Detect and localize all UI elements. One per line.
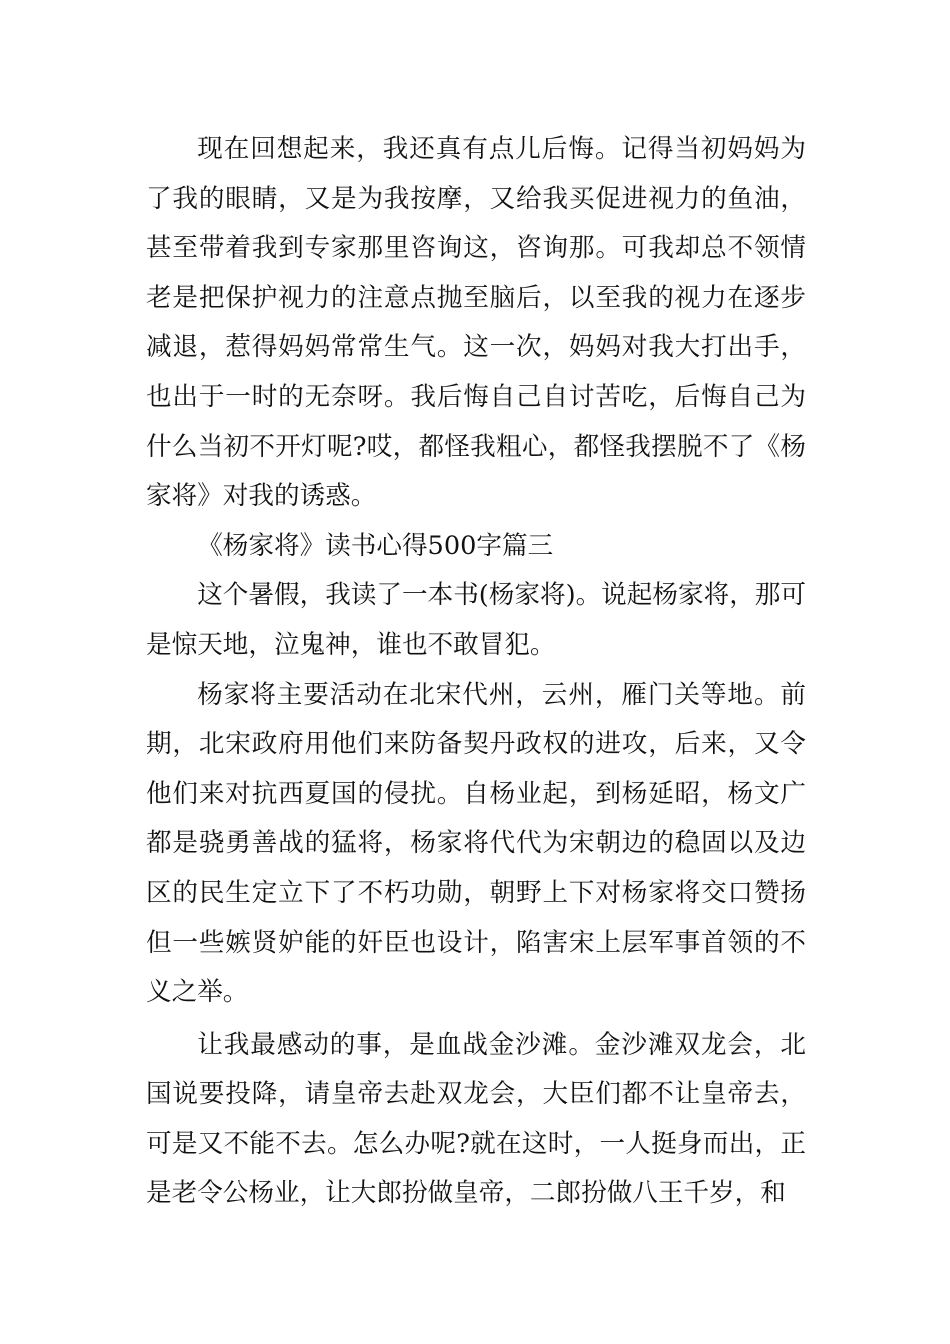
document-body <box>146 125 806 1219</box>
paragraph-yang-family-history: 杨家将主要活动在北宋代州，云州，雁门关等地。前期，北宋政府用他们来防备契丹政权的进攻，后来，又令他们来对抗西夏国的侵扰。自杨业起，到杨延昭，杨文广都是骁勇善战的猛将，杨家将代代为宋朝边的稳固以及边区的民生定立下了不朽功勋，朝野上下对杨家将交口赞扬但一些嫉贤妒能的奸臣也设计，陷害宋上层军事首领的不义之举。 <box>146 679 806 1008</box>
paragraph-regret: 现在回想起来，我还真有点儿后悔。记得当初妈妈为了我的眼睛，又是为我按摩，又给我买促进视力的鱼油，甚至带着我到专家那里咨询这，咨询那。可我却总不领情老是把保护视力的注意点抛至脑后，以至我的视力在逐步减退，惹得妈妈常常生气。这一次，妈妈对我大打出手，也出于一时的无奈呀。我后悔自己自讨苦吃，后悔自己为什么当初不开灯呢?哎，都怪我粗心，都怪我摆脱不了《杨家将》对我的诱惑。 <box>146 134 806 512</box>
section-heading: 《杨家将》读书心得500字篇三 <box>197 530 554 561</box>
paragraph-summer-reading: 这个暑假，我读了一本书(杨家将)。说起杨家将，那可是惊天地，泣鬼神，谁也不敢冒犯。 <box>146 580 806 660</box>
paragraph-jinshatan-battle: 让我最感动的事，是血战金沙滩。金沙滩双龙会，北国说要投降，请皇帝去赴双龙会，大臣们都不让皇帝去，可是又不能不去。怎么办呢?就在这时，一人挺身而出，正是老令公杨业，让大郎扮做皇帝，二郎扮做八王千岁，和 <box>146 1029 806 1209</box>
